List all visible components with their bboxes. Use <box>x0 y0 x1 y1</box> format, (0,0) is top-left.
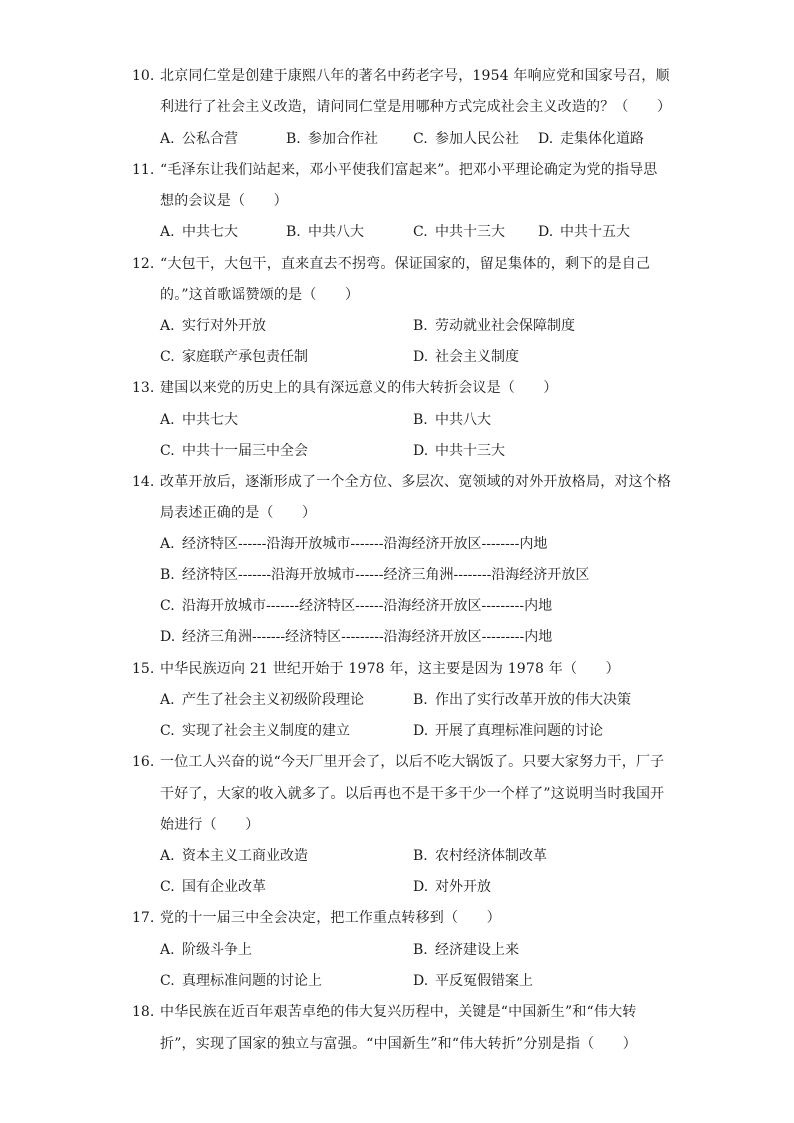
question-stem-line: 想的会议是（ ） <box>160 193 288 209</box>
question-stem-line: 利进行了社会主义改造，请问同仁堂是用哪种方式完成社会主义改造的？（ ） <box>160 99 672 115</box>
option-letter: C. <box>160 349 175 365</box>
option-letter: A. <box>160 536 175 552</box>
option-letter: D. <box>413 723 429 739</box>
option-letter: A. <box>160 318 175 334</box>
option-a[interactable] <box>160 410 238 430</box>
option-text: 经济三角洲-------经济特区---------沿海经济开放区---------内地 <box>182 629 553 645</box>
option-letter: B. <box>413 848 428 864</box>
option-d[interactable] <box>413 971 533 991</box>
option-d[interactable] <box>538 129 644 149</box>
option-c[interactable] <box>160 971 322 991</box>
option-text: 国有企业改革 <box>182 879 266 895</box>
option-a[interactable] <box>160 222 238 242</box>
option-text: 作出了实行改革开放的伟大决策 <box>435 692 631 708</box>
option-d[interactable] <box>413 347 519 367</box>
option-d[interactable] <box>413 877 491 897</box>
option-text: 中共十三大 <box>435 224 505 240</box>
option-a[interactable] <box>160 940 252 960</box>
option-text: 平反冤假错案上 <box>435 973 533 989</box>
option-d[interactable] <box>413 721 603 741</box>
option-letter: C. <box>413 131 428 147</box>
question-number: 10. <box>132 68 155 84</box>
option-letter: D. <box>538 131 554 147</box>
option-text: 中共十三大 <box>435 443 505 459</box>
option-letter: A. <box>160 412 175 428</box>
option-letter: C. <box>160 443 175 459</box>
option-text: 走集体化道路 <box>560 131 644 147</box>
option-text: 资本主义工商业改造 <box>182 848 308 864</box>
question-number: 12. <box>132 256 155 272</box>
question-stem-line: 北京同仁堂是创建于康熙八年的著名中药老字号，1954 年响应党和国家号召，顺 <box>160 68 670 84</box>
option-text: 劳动就业社会保障制度 <box>435 318 575 334</box>
option-text: 中共十五大 <box>560 224 630 240</box>
option-text: 家庭联产承包责任制 <box>182 349 308 365</box>
question-stem-line: 干好了，大家的收入就多了。以后再也不是干多干少一个样了”这说明当时我国开 <box>160 786 665 802</box>
option-letter: A. <box>160 848 175 864</box>
option-b[interactable] <box>413 316 575 336</box>
option-c[interactable] <box>160 441 308 461</box>
option-letter: C. <box>413 224 428 240</box>
option-text: 参加人民公社 <box>435 131 519 147</box>
option-c[interactable] <box>160 596 552 616</box>
question-stem-line: 建国以来党的历史上的具有深远意义的伟大转折会议是（ ） <box>160 380 558 396</box>
option-letter: B. <box>413 692 428 708</box>
option-letter: B. <box>160 567 175 583</box>
option-letter: D. <box>413 349 429 365</box>
option-text: 开展了真理标准问题的讨论 <box>435 723 603 739</box>
option-d[interactable] <box>413 441 505 461</box>
option-letter: C. <box>160 723 175 739</box>
option-text: 公私合营 <box>182 131 238 147</box>
option-text: 产生了社会主义初级阶段理论 <box>182 692 364 708</box>
option-text: 实行对外开放 <box>182 318 266 334</box>
question-stem-line: 一位工人兴奋的说“今天厂里开会了，以后不吃大锅饭了。只要大家努力干，厂子 <box>160 754 665 770</box>
question-number: 13. <box>132 380 155 396</box>
question-stem-line: 改革开放后，逐渐形成了一个全方位、多层次、宽领域的对外开放格局，对这个格 <box>160 474 672 490</box>
option-b[interactable] <box>413 410 491 430</box>
option-text: 中共七大 <box>182 412 238 428</box>
question-stem-line: “毛泽东让我们站起来，邓小平使我们富起来”。把邓小平理论确定为党的指导思 <box>160 162 658 178</box>
option-letter: D. <box>413 879 429 895</box>
question-stem-line: 始进行（ ） <box>160 817 260 833</box>
option-text: 参加合作社 <box>308 131 378 147</box>
option-letter: B. <box>413 318 428 334</box>
question-stem-line: 的。”这首歌谣赞颂的是（ ） <box>160 287 360 303</box>
question-stem-line: 折”，实现了国家的独立与富强。“中国新生”和“伟大转折”分别是指（ ） <box>160 1036 637 1052</box>
question-stem-line: 局表述正确的是（ ） <box>160 505 317 521</box>
option-c[interactable] <box>413 129 519 149</box>
option-text: 农村经济体制改革 <box>435 848 547 864</box>
option-text: 社会主义制度 <box>435 349 519 365</box>
option-b[interactable] <box>160 565 589 585</box>
option-c[interactable] <box>160 721 350 741</box>
option-text: 沿海开放城市-------经济特区------沿海经济开放区---------内地 <box>182 598 553 614</box>
option-letter: D. <box>413 443 429 459</box>
option-letter: A. <box>160 224 175 240</box>
option-letter: C. <box>160 879 175 895</box>
option-text: 中共七大 <box>182 224 238 240</box>
option-text: 阶级斗争上 <box>182 942 252 958</box>
option-d[interactable] <box>160 627 552 647</box>
option-b[interactable] <box>286 222 364 242</box>
option-letter: D. <box>538 224 554 240</box>
option-b[interactable] <box>413 690 631 710</box>
option-d[interactable] <box>538 222 630 242</box>
option-letter: A. <box>160 131 175 147</box>
option-text: 中共八大 <box>308 224 364 240</box>
option-a[interactable] <box>160 690 364 710</box>
option-a[interactable] <box>160 534 547 554</box>
option-text: 真理标准问题的讨论上 <box>182 973 322 989</box>
option-letter: A. <box>160 942 175 958</box>
option-letter: B. <box>413 942 428 958</box>
option-text: 中共八大 <box>435 412 491 428</box>
option-text: 经济建设上来 <box>435 942 519 958</box>
question-stem-line: “大包干，大包干，直来直去不拐弯。保证国家的，留足集体的，剩下的是自己 <box>160 256 651 272</box>
option-letter: B. <box>413 412 428 428</box>
question-number: 11. <box>132 162 155 178</box>
option-b[interactable] <box>286 129 378 149</box>
question-number: 15. <box>132 661 155 677</box>
question-number: 14. <box>132 474 155 490</box>
option-letter: B. <box>286 131 301 147</box>
option-letter: D. <box>413 973 429 989</box>
option-a[interactable] <box>160 316 266 336</box>
question-number: 17. <box>132 910 155 926</box>
option-letter: B. <box>286 224 301 240</box>
option-b[interactable] <box>413 846 547 866</box>
option-letter: D. <box>160 629 176 645</box>
option-b[interactable] <box>413 940 519 960</box>
option-c[interactable] <box>160 877 266 897</box>
option-letter: A. <box>160 692 175 708</box>
option-c[interactable] <box>413 222 505 242</box>
option-text: 经济特区------沿海开放城市-------沿海经济开放区--------内地 <box>182 536 548 552</box>
option-a[interactable] <box>160 846 308 866</box>
option-letter: C. <box>160 598 175 614</box>
option-letter: C. <box>160 973 175 989</box>
question-stem-line: 党的十一届三中全会决定，把工作重点转移到（ ） <box>160 910 501 926</box>
option-c[interactable] <box>160 347 308 367</box>
question-stem-line: 中华民族迈向 21 世纪开始于 1978 年，这主要是因为 1978 年（ ） <box>160 661 620 677</box>
question-number: 16. <box>132 754 155 770</box>
option-a[interactable] <box>160 129 238 149</box>
question-stem-line: 中华民族在近百年艰苦卓绝的伟大复兴历程中，关键是“中国新生”和“伟大转 <box>160 1004 637 1020</box>
option-text: 实现了社会主义制度的建立 <box>182 723 350 739</box>
question-number: 18. <box>132 1004 155 1020</box>
option-text: 对外开放 <box>435 879 491 895</box>
option-text: 经济特区-------沿海开放城市------经济三角洲--------沿海经济开放区 <box>182 567 590 583</box>
option-text: 中共十一届三中全会 <box>182 443 308 459</box>
